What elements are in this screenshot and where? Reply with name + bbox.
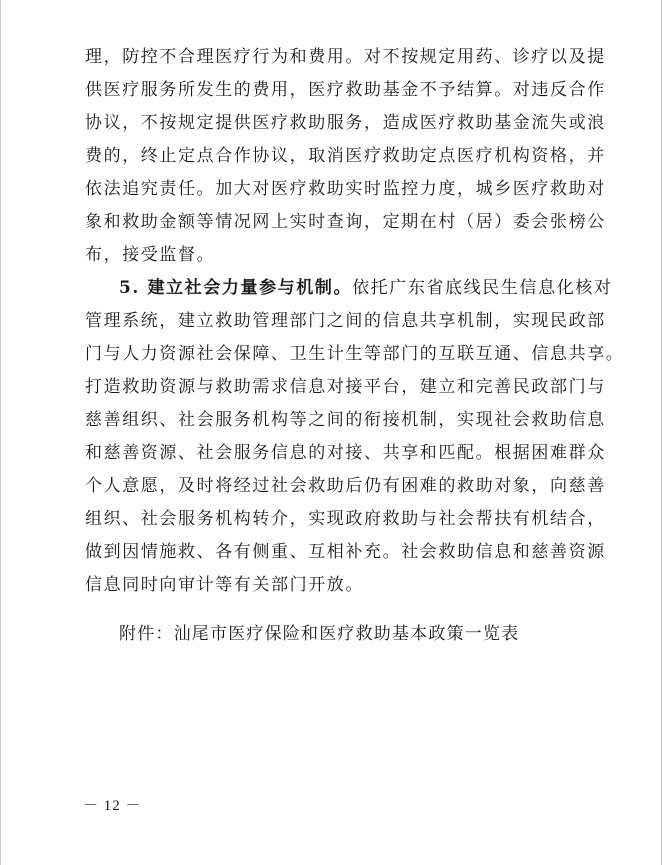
section-5-first-line-text: 依托广东省底线民生信息化核对	[352, 278, 613, 298]
paragraph-line: 门与人力资源社会保障、卫生计生等部门的互联互通、信息共享。	[85, 344, 625, 364]
paragraph-line: 供医疗服务所发生的费用，医疗救助基金不予结算。对违反合作	[85, 80, 606, 100]
paragraph-line: 做到因情施救、各有侧重、互相补充。社会救助信息和慈善资源	[85, 542, 606, 562]
page-number: － 12 －	[83, 798, 142, 814]
paragraph-line: 布，接受监督。	[85, 245, 216, 265]
paragraph-line: 理，防控不合理医疗行为和费用。对不按规定用药、诊疗以及提	[85, 47, 606, 67]
paragraph-line: 慈善组织、社会服务机构等之间的衔接机制，实现社会救助信息	[85, 410, 606, 430]
paragraph-line: 打造救助资源与救助需求信息对接平台，建立和完善民政部门与	[85, 377, 606, 397]
paragraph-line: 组织、社会服务机构转介，实现政府救助与社会帮扶有机结合，	[85, 509, 606, 529]
paragraph-line: 依法追究责任。加大对医疗救助实时监控力度，城乡医疗救助对	[85, 179, 606, 199]
paragraph-line: 费的，终止定点合作协议，取消医疗救助定点医疗机构资格，并	[85, 146, 606, 166]
paragraph-line: 象和救助金额等情况网上实时查询，定期在村（居）委会张榜公	[85, 212, 606, 232]
paragraph-line: 协议，不按规定提供医疗救助服务，造成医疗救助基金流失或浪	[85, 113, 606, 133]
paragraph-line: 和慈善资源、社会服务信息的对接、共享和匹配。根据困难群众	[85, 443, 606, 463]
paragraph-line: 管理系统，建立救助管理部门之间的信息共享机制，实现民政部	[85, 311, 606, 331]
section-5-heading: 5. 建立社会力量参与机制。	[119, 278, 353, 298]
attachment-note: 附件：汕尾市医疗保险和医疗救助基本政策一览表	[119, 624, 520, 644]
paragraph-line: 信息同时向审计等有关部门开放。	[85, 575, 364, 595]
paragraph-line: 个人意愿，及时将经过社会救助后仍有困难的救助对象，向慈善	[85, 476, 606, 496]
section-5-first-line	[119, 278, 619, 298]
